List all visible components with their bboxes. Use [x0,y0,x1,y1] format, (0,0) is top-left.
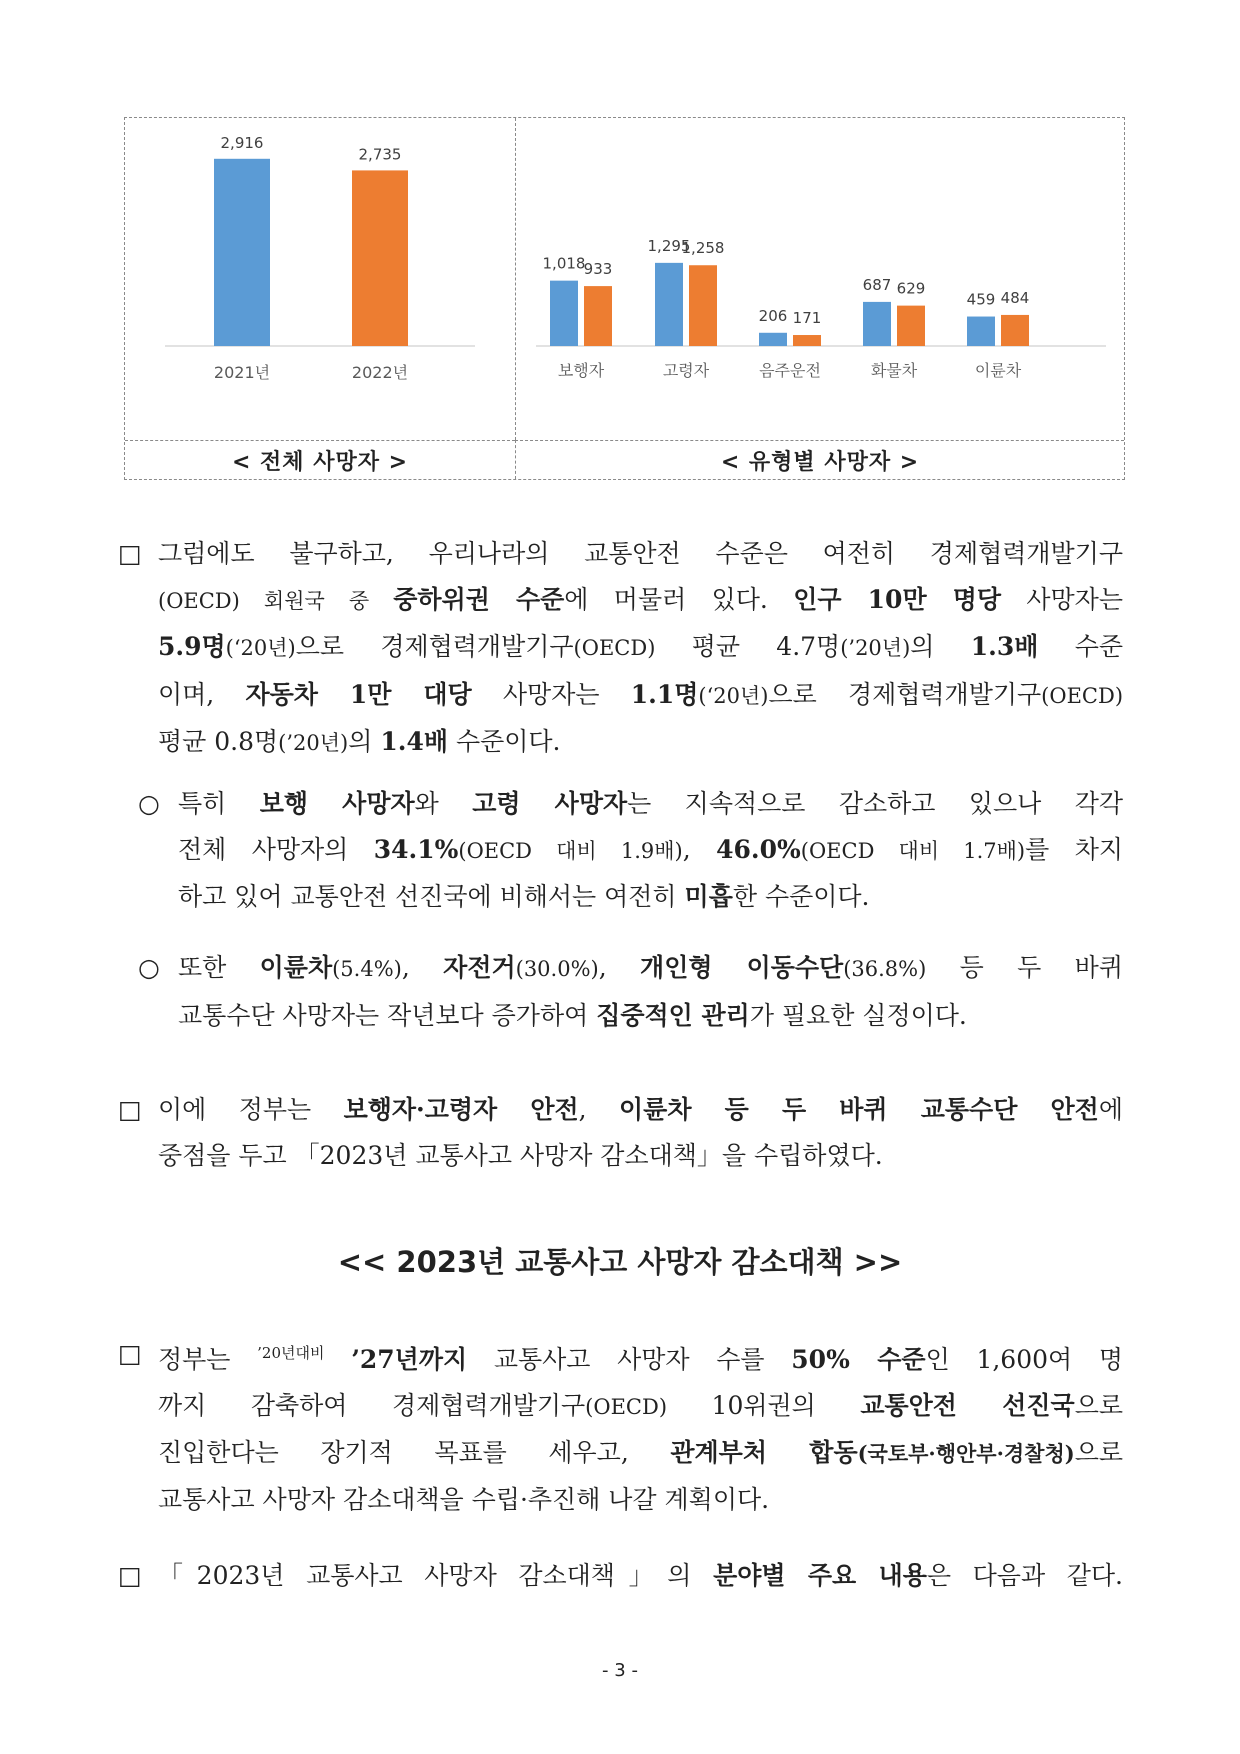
bar [759,333,787,346]
data-label: 629 [896,279,926,298]
bar [550,281,578,346]
bar [863,302,891,346]
para-line: 까지 감축하여 경제협력개발기구(OECD) 10위권의 교통안전 선진국으로 [158,1390,1123,1420]
para-line: (OECD) 회원국 중 중하위권 수준에 머물러 있다. 인구 10만 명당 사망자는 [158,584,1123,614]
data-label: 171 [792,309,822,328]
circle-bullet: ○ [138,789,160,818]
bar [584,286,612,346]
paragraph-target-goal [118,1331,1123,1522]
bar [1001,315,1029,346]
data-label: 1,295 [647,236,691,255]
para-line: 그럼에도 불구하고, 우리나라의 교통안전 수준은 여전히 경제협력개발기구 [158,539,1123,568]
category-label: 고령자 [662,361,710,380]
data-label: 2,916 [220,133,264,152]
category-label: 음주운전 [759,361,821,380]
data-label: 1,258 [681,239,725,258]
paragraph-main-content [118,1553,1123,1599]
category-label: 2021년 [213,363,271,382]
category-label: 보행자 [557,361,605,380]
para-line: 교통사고 사망자 감소대책을 수립·추진해 나갈 계획이다. [158,1484,770,1514]
total-deaths-caption: < 전체 사망자 > [231,449,409,475]
data-label: 459 [966,290,996,309]
data-label: 484 [1000,288,1030,307]
para-line: 진입한다는 장기적 목표를 세우고, 관계부처 합동(국토부·행안부·경찰청)으로 [158,1438,1124,1467]
total-deaths-chart-cell [125,118,515,440]
section-heading: << 2023년 교통사고 사망자 감소대책 >> [337,1245,903,1279]
type-deaths-caption: < 유형별 사망자 > [720,449,920,475]
para-line: 하고 있어 교통안전 선진국에 비해서는 여전히 미흡한 수준이다. [178,882,870,911]
para-line: 이에 정부는 보행자·고령자 안전, 이륜차 등 두 바퀴 교통수단 안전에 [158,1095,1123,1124]
bar [214,159,270,346]
para-line: 이며, 자동차 1만 대당 사망자는 1.1명(‘20년)으로 경제협력개발기구(OECD) [158,679,1124,709]
page-number: - 3 - [602,1660,638,1681]
paragraph-government-focus [118,1087,1123,1178]
square-bullet: □ [118,1095,142,1124]
paragraph-oecd-comparison [118,531,1123,767]
paragraph-two-wheeler [118,945,1123,1038]
para-line: 교통수단 사망자는 작년보다 증가하여 집중적인 관리가 필요한 실정이다. [178,1000,967,1030]
bar [689,265,717,346]
para-line: 또한 이륜차(5.4%), 자전거(30.0%), 개인형 이동수단(36.8%) 등 두 바퀴 [178,953,1123,982]
chart-table [124,117,1125,480]
para-line: 전체 사망자의 34.1%(OECD 대비 1.9배), 46.0%(OECD 대비 1.7배)를 차지 [178,834,1123,864]
circle-bullet: ○ [138,953,160,982]
total-deaths-chart [125,118,515,440]
data-label: 2,735 [358,145,402,164]
para-line: 중점을 두고 「2023년 교통사고 사망자 감소대책」을 수립하였다. [158,1140,883,1170]
bar [655,263,683,346]
type-deaths-caption-cell [515,440,1124,479]
data-label: 1,018 [542,254,586,273]
category-label: 이륜차 [974,361,1022,380]
paragraph-pedestrian-elderly [118,781,1123,920]
bar [967,317,995,346]
category-label: 화물차 [870,361,918,380]
para-line: 평균 0.8명(’20년)의 1.4배 수준이다. [158,727,561,756]
para-line: 「2023년 교통사고 사망자 감소대책」의 분야별 주요 내용은 다음과 같다. [158,1561,1123,1590]
square-bullet: □ [118,1339,142,1368]
bar [897,306,925,346]
para-line: 정부는 $^{’20년대비}$ ’27년까지 교통사고 사망자 수를 50% 수준인 1,600여 명 [158,1344,1124,1374]
bar [352,170,408,346]
square-bullet: □ [118,1561,142,1590]
category-label: 2022년 [351,363,409,382]
data-label: 933 [583,260,613,279]
para-line: 5.9명(‘20년)으로 경제협력개발기구(OECD) 평균 4.7명(’20년)의 1.3배 수준 [158,632,1123,661]
bar [793,335,821,346]
square-bullet: □ [118,539,142,568]
type-deaths-chart [516,118,1125,440]
para-line: 특히 보행 사망자와 고령 사망자는 지속적으로 감소하고 있으나 각각 [178,789,1123,818]
total-deaths-caption-cell [125,440,515,479]
type-deaths-chart-cell [515,118,1124,440]
data-label: 687 [862,275,892,294]
data-label: 206 [758,306,788,325]
